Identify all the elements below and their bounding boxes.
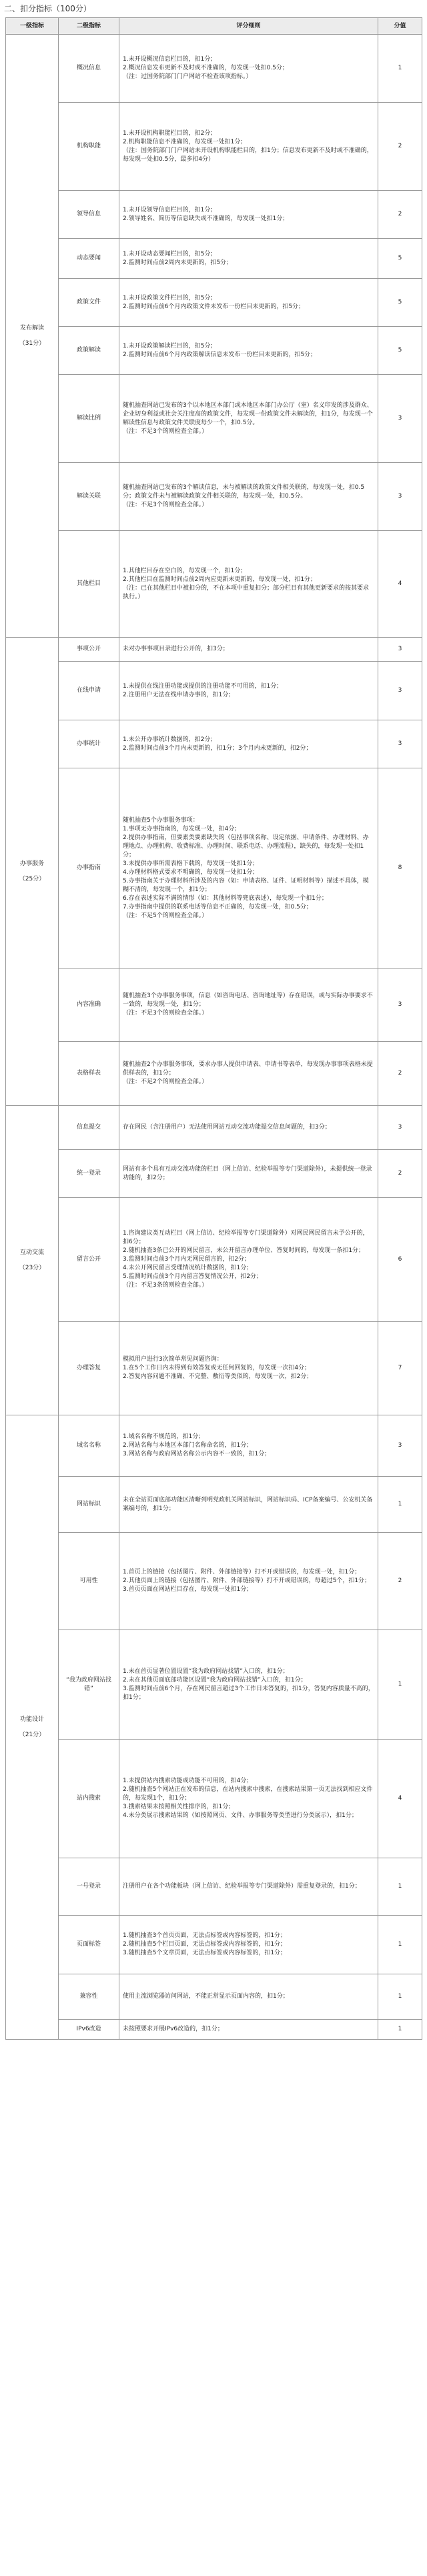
rule-line: （注：不足3个的则检查全部。） [123, 502, 208, 508]
table-row [6, 1858, 422, 1916]
rule-line: 2.随机抽查5个网站正在发布的信息，在站内搜索中搜索，在搜索结果第一页无法找到相应文件的，每发现1个，扣1分； [123, 1786, 373, 1802]
rule-line: （注：不足2个的则检查全部。） [123, 1079, 208, 1085]
scoring-rules-cell [119, 375, 378, 463]
secondary-indicator-cell: 网站标识 [59, 1477, 119, 1533]
table-row [6, 35, 422, 103]
secondary-indicator-cell: 办事统计 [59, 720, 119, 768]
score-cell: 1 [378, 1974, 422, 2020]
rule-line: 随机抽查2个办事服务事项，要求办事人提供申请表、申请书等表单，每发现办事事项表格未提供样表的，扣1分； [123, 1061, 373, 1077]
rule-line: 1.在5个工作日内未得到有效答复或无任何回复的，每发现一次扣4分； [123, 1365, 311, 1371]
score-cell: 6 [378, 1198, 422, 1322]
rule-line: 1.未公开办事统计数据的，扣2分； [123, 736, 217, 743]
rule-line: 4.办理材料格式要求不明确的，每发现一处扣1分； [123, 868, 259, 876]
scoring-rules-cell [119, 1106, 378, 1150]
scoring-rules-cell [119, 720, 378, 768]
rule-line: （注：不足3条的则检查全部。） [123, 1282, 208, 1289]
secondary-indicator-cell: 政策文件 [59, 279, 119, 327]
secondary-indicator-cell: 域名名称 [59, 1415, 119, 1477]
rule-line: （注：不足3个的则检查全部。） [123, 1010, 208, 1017]
rule-line: 1.未开设政策文件栏目的，扣5分； [123, 294, 217, 301]
secondary-indicator-cell: 其他栏目 [59, 531, 119, 638]
primary-indicator-name: 办事服务 [19, 860, 44, 867]
rule-line: 5.办事指南关于办理材料所涉及的内容（如：申请表格、证件、证明材料等）描述不具体，模糊不清的，每发现一个，扣1分； [123, 877, 369, 893]
rule-line: 1.未开设领导信息栏目的，扣1分； [123, 206, 217, 213]
score-cell: 1 [378, 1858, 422, 1916]
rule-line: 2.注册用户无法在线申请办事的，扣1分； [123, 691, 235, 698]
table-row [6, 1415, 422, 1477]
header-primary-indicator: 一级指标 [6, 18, 59, 35]
scoring-rules-cell [119, 768, 378, 969]
table-row [6, 969, 422, 1042]
score-cell: 2 [378, 191, 422, 239]
rule-line: 3.未提供办事所需表格下载的，每发现一处扣1分； [123, 860, 259, 867]
rule-line: （注：已在其他栏目中被扣分的，不在本项中重复扣分；部分栏目有其他更新要求的按其要求执行。） [123, 584, 370, 600]
secondary-indicator-cell: 机构职能 [59, 103, 119, 191]
table-row [6, 2020, 422, 2040]
rule-line: 存在网民（含注册用户）无法使用网站互动交流功能提交信息问题的，扣3分； [123, 1124, 331, 1131]
scoring-rules-cell [119, 463, 378, 531]
rule-line: （注：过国务院部门门户网站不检查该项指标。） [123, 73, 252, 80]
score-cell: 5 [378, 239, 422, 279]
secondary-indicator-cell: 解读关联 [59, 463, 119, 531]
rule-line: 2.其他栏目在监测时间点前2周内应更新未更新的，每发现一处，扣1分； [123, 576, 317, 583]
score-cell: 3 [378, 969, 422, 1042]
rule-line: 1.域名名称不规范的，扣1分； [123, 1433, 205, 1440]
scoring-rules-cell [119, 2020, 378, 2040]
rule-line: 2.监测时间点前6个月内政策解读信息未发布一份栏目未更新的，扣5分； [123, 351, 317, 358]
primary-indicator-name: 互动交流 [19, 1249, 44, 1256]
rule-line: 1.事项无办事指南的，每发现一处，扣4分； [123, 825, 241, 832]
scoring-rules-cell [119, 1974, 378, 2020]
rule-line: 2.未在其他页面底部功能区设置“我为政府网站找错”入口的，扣1分； [123, 1676, 307, 1684]
rule-line: 1.未提供在线注册功能或提供的注册功能不可用的，扣1分； [123, 682, 283, 690]
table-row [6, 1198, 422, 1322]
scoring-rules-cell [119, 1477, 378, 1533]
secondary-indicator-cell: 解读比例 [59, 375, 119, 463]
rule-line: 2.随机抽查5个栏目页面，无法点标签或内容标签的，扣1分； [123, 1941, 287, 1948]
rule-line: 4.未公开网民留言受理情况统计数据的，扣1分； [123, 1265, 253, 1271]
rule-line: 1.未提供站内搜索功能或功能不可用的，扣4分； [123, 1778, 253, 1784]
score-cell: 5 [378, 279, 422, 327]
rule-line: 2.答复内容问题不准确、不完整、敷衍等类似的，每发现一次，扣2分； [123, 1373, 313, 1380]
scoring-rules-cell [119, 1740, 378, 1858]
score-cell: 4 [378, 531, 422, 638]
table-row [6, 239, 422, 279]
secondary-indicator-cell: 页面标签 [59, 1916, 119, 1974]
score-cell: 1 [378, 35, 422, 103]
header-scoring-rules: 评分细则 [119, 18, 378, 35]
rule-line: （注：不足5个的则检查全部。） [123, 912, 208, 919]
page-title: 二、扣分指标（100分） [4, 4, 91, 13]
rule-line: 网站有多个具有互动交流功能的栏目（网上信访、纪检举报等专门渠道除外），未提供统一登录功能的，扣2分； [123, 1165, 372, 1181]
score-cell: 3 [378, 375, 422, 463]
rule-line: 2.其他页面上的链接（包括图片、附件、外部链接等）打不开或错误的，每超过5个，扣1分； [123, 1577, 371, 1584]
secondary-indicator-cell: 在线申请 [59, 662, 119, 720]
secondary-indicator-cell: 表格样表 [59, 1042, 119, 1106]
secondary-indicator-cell: IPv6改造 [59, 2020, 119, 2040]
rule-line: 1.未开设政策解读栏目的，扣5分； [123, 342, 217, 350]
rule-line: 5.监测时间点前3个月内留言答复情况公开，扣2分； [123, 1273, 263, 1280]
score-cell: 1 [378, 2020, 422, 2040]
scoring-rules-cell [119, 327, 378, 375]
header-score: 分值 [378, 18, 422, 35]
score-cell: 2 [378, 1042, 422, 1106]
scoring-rules-cell [119, 1322, 378, 1415]
primary-indicator-score: （21分） [19, 1731, 45, 1738]
score-cell: 3 [378, 638, 422, 662]
table-row [6, 375, 422, 463]
table-row [6, 1533, 422, 1630]
header-secondary-indicator: 二级指标 [59, 18, 119, 35]
secondary-indicator-cell: 政策解读 [59, 327, 119, 375]
table-row [6, 1974, 422, 2020]
rule-line: （注：不足3个的则检查全部。） [123, 428, 208, 435]
primary-indicator-score: （25分） [19, 875, 45, 882]
table-body [6, 35, 422, 2040]
scoring-rules-cell [119, 1630, 378, 1740]
rule-line: 1.未在首页显著位置设置“我为政府网站找错”入口的，扣1分； [123, 1668, 289, 1675]
score-cell: 3 [378, 662, 422, 720]
rule-line: 1.咨询建议类互动栏目（网上信访、纪检举报等专门渠道除外）对网民网民留言未予公开的，扣6分； [123, 1230, 369, 1245]
rule-line: 2.领导姓名、简历等信息缺失或不准确的，每发现一处扣1分； [123, 215, 289, 222]
secondary-indicator-cell: 事项公开 [59, 638, 119, 662]
rule-line: 3.搜索结果未按照相关性排序的，扣1分； [123, 1804, 235, 1810]
rule-line: 未在全站页面底部功能区清晰列明党政机关网站标识，网站标识码、ICP备案编号、公安机关备案编号的，扣1分； [123, 1496, 373, 1512]
rule-line: （注：国务院部门门户网站未开设机构职能栏目的，扣1分；信息发布更新不及时或不准确的，每发现一处扣0.5分，最多扣4分） [123, 147, 373, 163]
rule-line: 4.未分类展示搜索结果的（如按照网页、文件、办事服务等类型进行分类展示），扣1分； [123, 1812, 358, 1819]
table-row [6, 1106, 422, 1150]
score-cell: 3 [378, 1106, 422, 1150]
table-row [6, 1042, 422, 1106]
table-row [6, 1630, 422, 1740]
table-row [6, 1322, 422, 1415]
score-cell: 3 [378, 463, 422, 531]
table-row [6, 768, 422, 969]
rule-line: 3.首页页面在网站栏目存在，每发现一处扣1分； [123, 1586, 253, 1593]
rule-line: 2.监测时间点前2周内未更新的，扣5分； [123, 259, 233, 266]
secondary-indicator-cell: 站内搜索 [59, 1740, 119, 1858]
table-row [6, 279, 422, 327]
table-row [6, 191, 422, 239]
rule-line: 模拟用户进行3次简单常见问题咨询： [123, 1356, 223, 1363]
secondary-indicator-cell: 概况信息 [59, 35, 119, 103]
primary-indicator-score: （31分） [19, 340, 45, 347]
table-row [6, 638, 422, 662]
rule-line: 1.未开设动态要闻栏目的，扣5分； [123, 250, 217, 257]
rule-line: 3.随机抽查5个文章页面，无法点标签或内容标签的，扣1分； [123, 1950, 287, 1956]
secondary-indicator-cell: 留言公开 [59, 1198, 119, 1322]
secondary-indicator-cell: 内容准确 [59, 969, 119, 1042]
table-row [6, 463, 422, 531]
rule-line: 3.网站名称与政府网站名称公示内容不一致的，扣1分； [123, 1451, 271, 1457]
table-row [6, 720, 422, 768]
rule-line: 1.随机抽查3个首页页面，无法点标签或内容标签的，扣1分； [123, 1932, 287, 1939]
secondary-indicator-cell: 办事指南 [59, 768, 119, 969]
table-row [6, 1916, 422, 1974]
scoring-rules-cell [119, 1858, 378, 1916]
rule-line: 3.监测时间点前6个月，存在网民留言超过3个工作日未答复的，扣1分，答复内容质量不高的，扣1分； [123, 1685, 374, 1701]
secondary-indicator-cell: 统一登录 [59, 1150, 119, 1198]
rule-line: 1.首页上的链接（包括图片、附件、外部链接等）打不开或错误的，每发现一处，扣1分； [123, 1569, 361, 1575]
rule-line: 6.存在表述实际不满的情形（如：其他材料等兜底表述），每发现一个扣1分； [123, 894, 328, 902]
rule-line: 随机抽查5个办事服务事项： [123, 816, 199, 824]
score-cell: 7 [378, 1322, 422, 1415]
scoring-rules-cell [119, 1415, 378, 1477]
score-cell: 1 [378, 1477, 422, 1533]
score-cell: 2 [378, 103, 422, 191]
header-row [6, 18, 422, 35]
secondary-indicator-cell: 可用性 [59, 1533, 119, 1630]
table-row [6, 103, 422, 191]
scoring-rules-cell [119, 1042, 378, 1106]
scoring-rules-cell [119, 239, 378, 279]
rule-line: 使用主流浏览器访问网站，不能正常显示页面内容的，扣1分； [123, 1993, 289, 2000]
rule-line: 2.随机抽查3条已公开的网民留言，未公开留言办理单位、答复时间的，每发现一条扣1分； [123, 1247, 365, 1254]
primary-indicator-cell [6, 35, 59, 638]
scoring-rules-cell [119, 1150, 378, 1198]
secondary-indicator-cell: 领导信息 [59, 191, 119, 239]
scoring-rules-cell [119, 531, 378, 638]
scoring-rules-cell [119, 35, 378, 103]
scoring-rules-cell [119, 662, 378, 720]
scoring-rules-cell [119, 638, 378, 662]
score-cell: 4 [378, 1740, 422, 1858]
rule-line: 随机抽查网站已发布的3个解读信息，未与被解读的政策文件相关联的，每发现一处，扣0.5分；政策文件未与被解读政策文件相关联的，每发现一处，扣0.5分。 [123, 484, 365, 500]
table-row [6, 531, 422, 638]
rule-line: 1.其他栏目存在空白的，每发现一个，扣1分； [123, 567, 247, 574]
score-cell: 2 [378, 1533, 422, 1630]
scoring-rules-cell [119, 1198, 378, 1322]
primary-indicator-cell [6, 638, 59, 1106]
score-cell: 1 [378, 1630, 422, 1740]
scoring-rules-cell [119, 279, 378, 327]
rule-line: 未按照要求开展IPv6改造的，扣1分； [123, 2026, 224, 2032]
secondary-indicator-cell: 办理答复 [59, 1322, 119, 1415]
secondary-indicator-cell: 一号登录 [59, 1858, 119, 1916]
table-row [6, 662, 422, 720]
primary-indicator-score: （23分） [19, 1264, 45, 1271]
score-cell: 2 [378, 1150, 422, 1198]
primary-indicator-cell [6, 1106, 59, 1415]
rule-line: 1.未开设机构职能栏目的，扣2分； [123, 129, 217, 137]
table-row [6, 1740, 422, 1858]
secondary-indicator-cell: 兼容性 [59, 1974, 119, 2020]
scoring-rules-cell [119, 1916, 378, 1974]
table-row [6, 1150, 422, 1198]
rule-line: 随机抽查网站已发布的3个以本地区本部门或本地区本部门办公厅（室）名义印发的涉及群众、企业切身利益或社会关注度高的政策文件，每发现一份政策文件未解读的，扣1分，每发现一个解读性信息与政策文件关联度每少一个，扣0.5分。 [123, 402, 373, 426]
rule-line: 随机抽查3个办事服务事项，信息（如咨询电话、咨询地址等）存在错误，或与实际办事要求不一致的，每发现一处，扣1分； [123, 993, 373, 1008]
scoring-rules-cell [119, 969, 378, 1042]
rule-line: 2.网站名称与本地区本部门名称命名的，扣1分； [123, 1442, 253, 1449]
score-cell: 5 [378, 327, 422, 375]
score-cell: 3 [378, 1415, 422, 1477]
rule-line: 1.未开设概况信息栏目的，扣1分； [123, 56, 217, 63]
primary-indicator-name: 发布解读 [19, 324, 44, 332]
rule-line: 注册用户在各个功能板块（网上信访、纪检举报等专门渠道除外）需重复登录的，扣1分； [123, 1883, 361, 1890]
secondary-indicator-cell: 信息提交 [59, 1106, 119, 1150]
rule-line: 2.监测时间点前6个月内政策文件未发布一份栏目未更新的，扣5分； [123, 303, 305, 310]
primary-indicator-cell [6, 1415, 59, 2040]
rule-line: 3.监测时间点前3个月内无网民留言的，扣2分； [123, 1256, 251, 1263]
table-row [6, 1477, 422, 1533]
rule-line: 2.提供办事指南，但要素类要素缺失的（包括事项名称、设定依据、申请条件、办理材料、办理地点、办理机构、收费标准、办理时间、联系电话、办理流程），缺失的，每发现一处扣1分； [123, 834, 369, 858]
score-cell: 3 [378, 720, 422, 768]
rule-line: 7.办事指南中提供的联系电话等信息不正确的，每发现一处，扣0.5分； [123, 903, 312, 910]
table-row [6, 327, 422, 375]
secondary-indicator-cell: “我为政府网站找错” [59, 1630, 119, 1740]
secondary-indicator-cell: 动态要闻 [59, 239, 119, 279]
scoring-rules-cell [119, 1533, 378, 1630]
rule-line: 未对办事事项目录进行公开的，扣3分； [123, 646, 229, 652]
rule-line: 2.机构职能信息不准确的，每发现一处扣1分； [123, 138, 247, 145]
primary-indicator-name: 功能设计 [19, 1716, 44, 1723]
score-cell: 1 [378, 1916, 422, 1974]
rule-line: 2.监测时间点前3个月内未更新的，扣1分；3个月内未更新的，扣2分； [123, 744, 312, 752]
scoring-table [5, 17, 422, 2040]
scoring-rules-cell [119, 103, 378, 191]
scoring-rules-cell [119, 191, 378, 239]
score-cell: 8 [378, 768, 422, 969]
rule-line: 2.概况信息发布更新不及时或不准确的，每发现一处扣0.5分； [123, 65, 288, 71]
